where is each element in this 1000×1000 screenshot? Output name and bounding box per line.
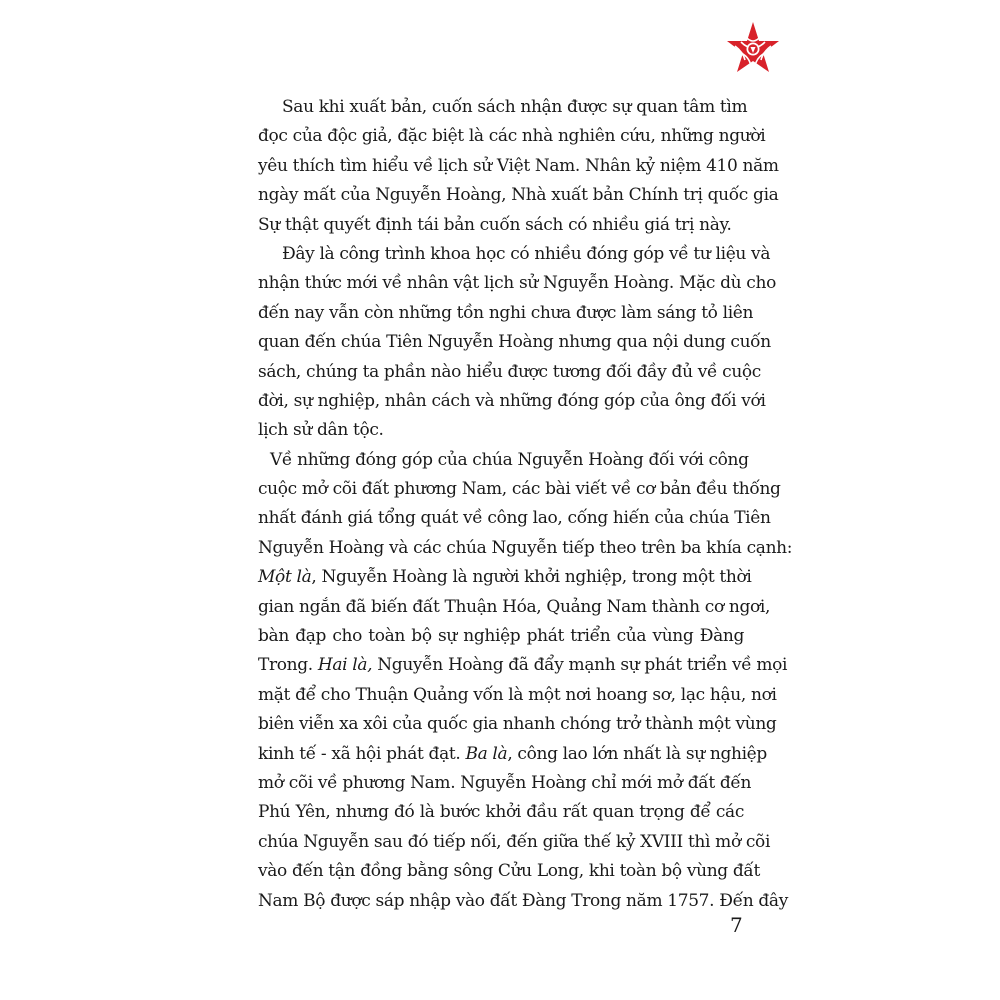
text-line [258, 798, 744, 827]
text-segment: Trong. [258, 655, 318, 676]
text-line [258, 475, 781, 504]
text-line [258, 622, 744, 651]
text-line [258, 122, 766, 151]
text-segment: chúa Nguyễn sau đó tiếp nối, đến giữa thế kỷ XVIII thì mở cõi [258, 831, 771, 852]
text-segment: nhất đánh giá tổng quát về công lao, cống hiến của chúa Tiên [258, 508, 771, 529]
italic-text-segment: Một là [258, 567, 312, 588]
text-segment: mở cõi về phương Nam. Nguyễn Hoàng chỉ mới mở đất đến [258, 772, 752, 793]
text-line [258, 181, 779, 210]
text-segment: Nam Bộ được sáp nhập vào đất Đàng Trong năm 1757. Đến đây [258, 890, 788, 911]
text-segment: Sự thật quyết định tái bản cuốn sách có nhiều giá trị này. [258, 214, 732, 235]
text-segment: Sau khi xuất bản, cuốn sách nhận được sự quan tâm tìm [282, 97, 748, 117]
text-line [258, 152, 779, 181]
text-segment: Về những đóng góp của chúa Nguyễn Hoàng đối với công [270, 449, 749, 470]
text-segment: lịch sử dân tộc. [258, 420, 384, 441]
text-segment: đời, sự nghiệp, nhân cách và những đóng góp của ông đối với [258, 390, 766, 411]
text-segment: bàn đạp cho toàn bộ sự nghiệp phát triển của vùng Đàng [258, 626, 744, 647]
text-segment: đọc của độc giả, đặc biệt là các nhà nghiên cứu, những người [258, 126, 766, 147]
text-line [258, 93, 748, 122]
text-segment: Phú Yên, nhưng đó là bước khởi đầu rất quan trọng để các [258, 802, 744, 823]
text-line [258, 769, 752, 798]
text-segment: Nguyễn Hoàng đã đẩy mạnh sự phát triển về mọi [372, 655, 788, 676]
text-segment: nhận thức mới về nhân vật lịch sử Nguyễn Hoàng. Mặc dù cho [258, 273, 776, 294]
text-segment: ngày mất của Nguyễn Hoàng, Nhà xuất bản Chính trị quốc gia [258, 185, 779, 206]
text-segment: yêu thích tìm hiểu về lịch sử Việt Nam. Nhân kỷ niệm 410 năm [258, 155, 779, 176]
text-line [258, 857, 760, 886]
publisher-star-logo-icon [724, 21, 782, 79]
text-segment: Đây là công trình khoa học có nhiều đóng góp về tư liệu và [282, 243, 771, 264]
text-segment: , Nguyễn Hoàng là người khởi nghiệp, trong một thời [311, 567, 752, 588]
text-line [258, 299, 754, 328]
text-segment: , công lao lớn nhất là sự nghiệp [507, 743, 767, 764]
text-segment: kinh tế - xã hội phát đạt. [258, 743, 466, 764]
text-segment: mặt để cho Thuận Quảng vốn là một nơi hoang sơ, lạc hậu, nơi [258, 684, 777, 705]
text-line [258, 563, 752, 592]
italic-text-segment: Ba là [465, 743, 508, 764]
text-segment: Nguyễn Hoàng và các chúa Nguyễn tiếp theo trên ba khía cạnh: [258, 537, 793, 558]
body-text [258, 93, 793, 916]
text-segment: cuộc mở cõi đất phương Nam, các bài viết về cơ bản đều thống [258, 479, 781, 500]
text-line [258, 710, 777, 739]
text-line [258, 681, 777, 710]
text-line [258, 534, 793, 563]
text-line [258, 887, 788, 916]
text-segment: vào đến tận đồng bằng sông Cửu Long, khi toàn bộ vùng đất [258, 861, 760, 882]
text-line [258, 828, 771, 857]
text-line [258, 358, 761, 387]
text-segment: sách, chúng ta phần nào hiểu được tương đối đầy đủ về cuộc [258, 361, 761, 382]
italic-text-segment: Hai là, [317, 655, 373, 676]
text-line [258, 387, 766, 416]
text-line [258, 269, 776, 298]
text-line [258, 211, 744, 240]
text-line [258, 240, 771, 269]
page-number: 7 [730, 913, 743, 937]
text-segment: đến nay vẫn còn những tồn nghi chưa được làm sáng tỏ liên [258, 302, 754, 323]
text-segment: quan đến chúa Tiên Nguyễn Hoàng nhưng qua nội dung cuốn [258, 332, 771, 353]
text-line [258, 416, 744, 445]
text-line [258, 593, 771, 622]
text-segment: gian ngắn đã biến đất Thuận Hóa, Quảng Nam thành cơ ngơi, [258, 596, 771, 617]
text-line [258, 446, 749, 475]
text-line [258, 328, 771, 357]
text-line [258, 504, 771, 533]
text-segment: biên viễn xa xôi của quốc gia nhanh chóng trở thành một vùng [258, 714, 777, 735]
text-line [258, 740, 767, 769]
text-line [258, 651, 788, 680]
